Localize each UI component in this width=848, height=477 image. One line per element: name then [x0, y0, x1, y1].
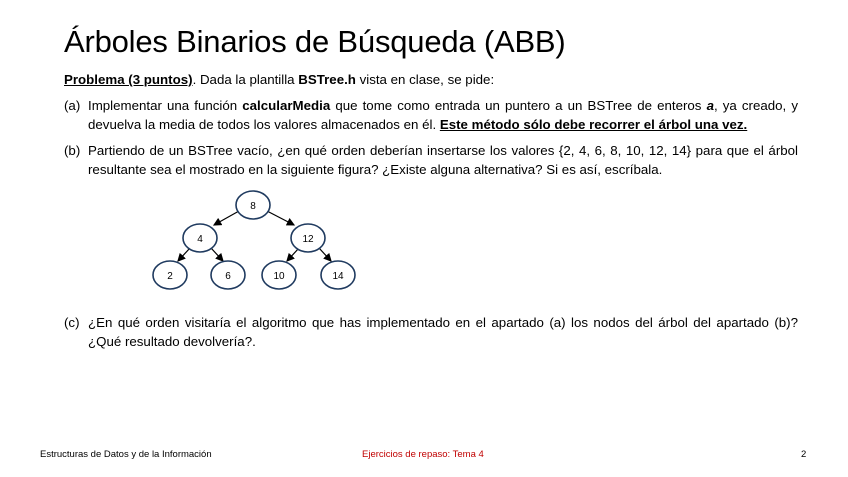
page-number: 2	[801, 449, 807, 460]
item-a-note: Este método sólo debe recorrer el árbol una vez.	[439, 117, 748, 132]
item-b-text: Partiendo de un BSTree vacío, ¿en qué orden deberían insertarse los valores {2, 4, 6, 8, 10, 12, 14} para que el árbol resultante sea el mostrado en la siguiente figura? ¿Existe alguna alternativa? Si es así, escríbala.	[88, 143, 798, 177]
edge-4-6	[211, 248, 223, 261]
problem-label: Problema (3 puntos)	[64, 72, 193, 87]
edge-12-10	[287, 248, 299, 261]
edge-4-2	[178, 248, 190, 261]
edge-12-14	[319, 248, 331, 261]
node-right-right-label: 14	[332, 271, 344, 282]
item-b	[64, 141, 798, 179]
problem-intro	[64, 70, 798, 89]
node-left-label: 4	[197, 234, 203, 245]
node-left-right-label: 6	[225, 271, 231, 282]
item-a	[64, 96, 798, 134]
function-name: calcularMedia	[242, 98, 331, 113]
node-right-left-label: 10	[273, 271, 285, 282]
edge-8-12	[267, 211, 294, 225]
item-c-text: ¿En qué orden visitaría el algoritmo que has implementado en el apartado (a) los nodos del árbol del apartado (b)? ¿Qué resultado devolvería?.	[88, 315, 798, 349]
item-b-label: (b)	[64, 143, 81, 158]
variable-name: a	[706, 98, 714, 113]
template-file-name: BSTree.h	[298, 72, 356, 87]
binary-tree-diagram	[145, 186, 365, 296]
footer-course: Estructuras de Datos y de la Información	[40, 449, 212, 460]
item-a-label: (a)	[64, 98, 81, 113]
slide-title: Árboles Binarios de Búsqueda (ABB)	[64, 24, 566, 59]
item-a-text: Implementar una función calcularMedia que tome como entrada un puntero a un BSTree de enteros a, ya creado, y devuelva la media de todos los valores almacenados en él. Este método sólo debe recorrer el árbol una vez.	[88, 98, 799, 132]
node-root-label: 8	[250, 201, 256, 212]
item-c	[64, 313, 798, 351]
edge-8-4	[214, 211, 239, 225]
item-c-label: (c)	[64, 315, 80, 330]
footer-topic: Ejercicios de repaso: Tema 4	[362, 449, 484, 460]
node-left-left-label: 2	[167, 271, 173, 282]
intro-text-1: . Dada la plantilla	[192, 72, 299, 87]
intro-text-2: vista en clase, se pide:	[355, 72, 495, 87]
node-right-label: 12	[302, 234, 314, 245]
